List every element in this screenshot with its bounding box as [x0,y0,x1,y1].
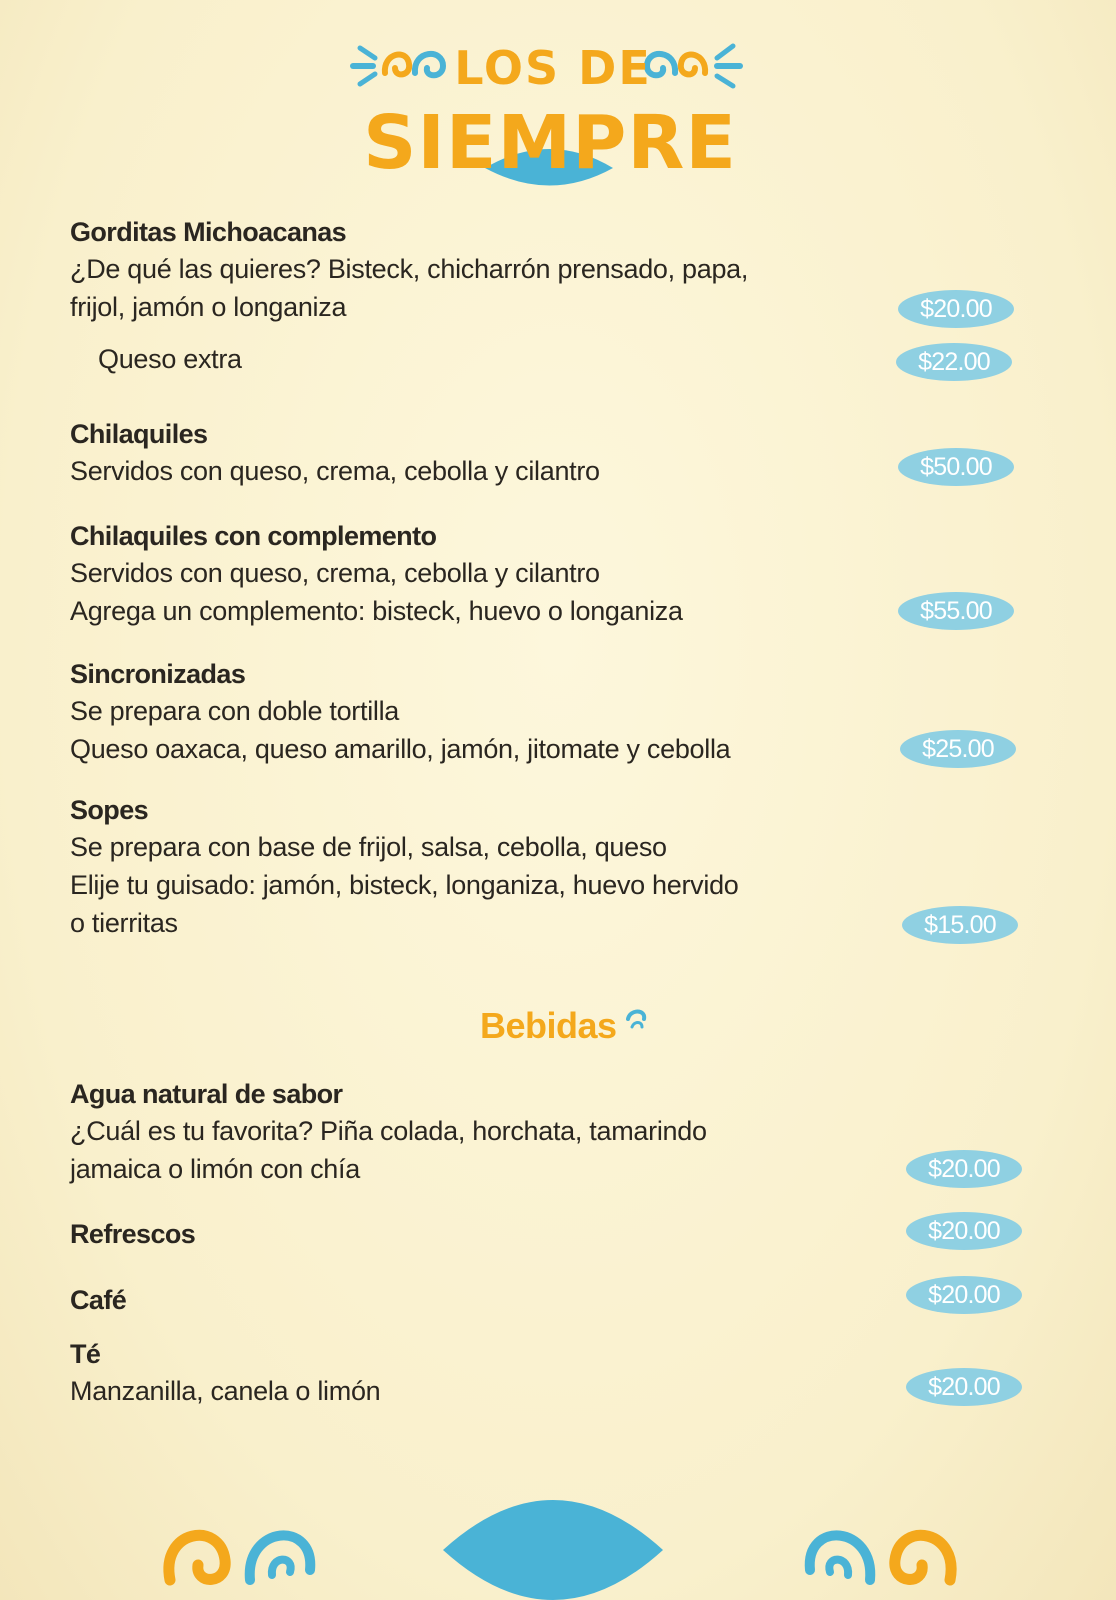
item-name: Agua natural de sabor [70,1079,343,1109]
logo-line2: SIEMPRE [363,100,737,186]
item-name: Gorditas Michoacanas [70,217,347,247]
item-description: jamaica o limón con chía [70,1154,360,1184]
item-description: ¿De qué las quieres? Bisteck, chicharrón prensado, papa, [70,254,749,284]
menu-item-chilaquiles [70,416,600,490]
item-description: Queso oaxaca, queso amarillo, jamón, jitomate y cebolla [70,734,731,764]
item-description: Agrega un complemento: bisteck, huevo o longaniza [70,596,683,626]
price-badge: $20.00 [906,1368,1022,1406]
price-badge: $50.00 [898,448,1014,486]
menu-item-gorditas [70,214,748,378]
item-description: ¿Cuál es tu favorita? Piña colada, horchata, tamarindo [70,1116,707,1146]
price-badge: $20.00 [906,1212,1022,1250]
restaurant-logo [345,18,775,198]
item-description: Servidos con queso, crema, cebolla y cilantro [70,456,600,486]
item-name: Chilaquiles con complemento [70,521,437,551]
price-badge: $55.00 [898,592,1014,630]
wave-icon [624,1005,650,1037]
price-badge: $20.00 [906,1276,1022,1314]
price-badge: $25.00 [900,730,1016,768]
item-description: Manzanilla, canela o limón [70,1376,381,1406]
menu-item-refrescos [70,1216,195,1252]
menu-item-agua [70,1076,707,1188]
bottom-leaf-icon [438,1460,668,1600]
price-badge: $20.00 [906,1150,1022,1188]
menu-item-sopes [70,792,739,942]
item-description: Elije tu guisado: jamón, bisteck, longaniza, huevo hervido [70,870,739,900]
section-title-text: Bebidas [480,1005,617,1046]
bottom-left-swirl-icon [150,1460,350,1600]
item-description: Servidos con queso, crema, cebolla y cilantro [70,558,600,588]
logo-line1: LOS DE [454,41,652,95]
menu-item-cafe [70,1282,126,1318]
menu-item-sincronizadas [70,656,730,768]
item-name: Sincronizadas [70,659,246,689]
item-description: frijol, jamón o longaniza [70,292,347,322]
menu-item-te [70,1336,380,1410]
right-swirl-ornament-icon [647,46,740,86]
item-description: o tierritas [70,908,178,938]
item-name: Café [70,1285,127,1315]
item-name: Refrescos [70,1219,196,1249]
bottom-right-swirl-icon [770,1460,970,1600]
price-badge: $20.00 [898,290,1014,328]
price-badge: $22.00 [896,343,1012,381]
item-name: Chilaquiles [70,419,208,449]
price-badge: $15.00 [902,906,1018,944]
item-name: Té [70,1339,101,1369]
menu-item-chilaquiles-complemento [70,518,683,630]
item-description: Se prepara con doble tortilla [70,696,400,726]
item-extra-name: Queso extra [98,344,242,374]
item-name: Sopes [70,795,149,825]
item-description: Se prepara con base de frijol, salsa, cebolla, queso [70,832,667,862]
section-title-bebidas [480,1005,650,1047]
left-swirl-ornament-icon [353,48,443,84]
